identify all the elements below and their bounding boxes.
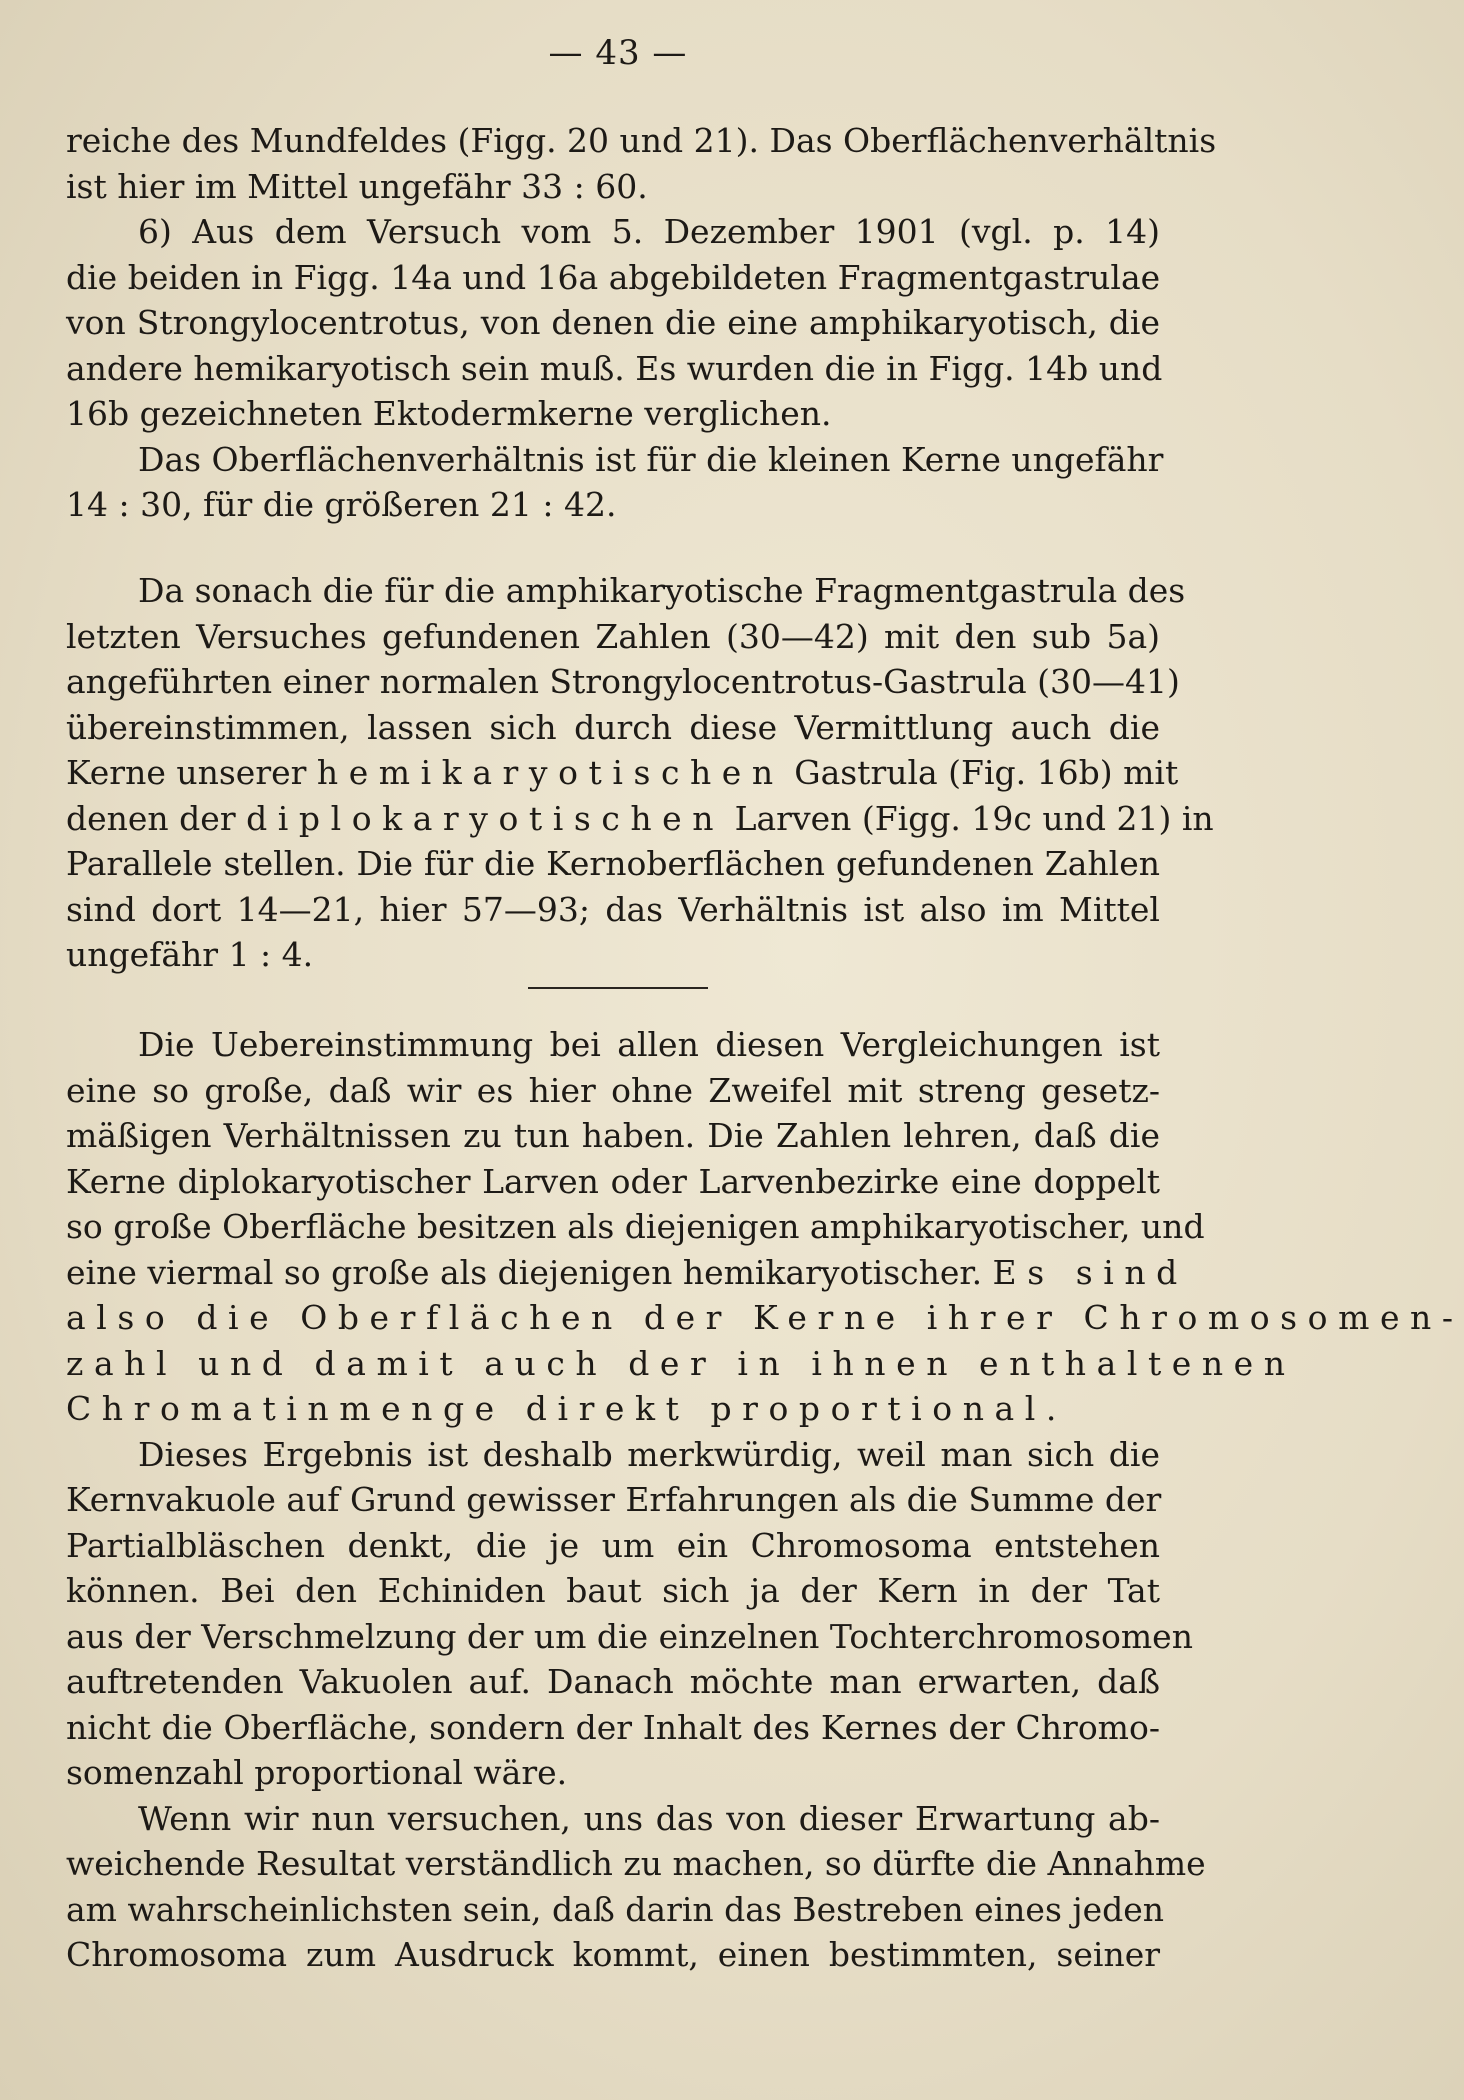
text-line <box>66 1159 1160 1205</box>
text-line <box>66 1523 1160 1569</box>
text-segment: Das Oberflächenverhältnis ist für die kleinen Kerne ungefähr <box>138 439 1164 479</box>
text-line <box>66 1204 1205 1250</box>
text-line <box>66 1432 1160 1478</box>
text-line <box>66 887 1160 933</box>
text-segment: . <box>1045 1389 1057 1428</box>
text-segment: Larven (Figg. 19c und 21) in <box>724 798 1214 838</box>
text-segment: 6) Aus dem Versuch vom 5. Dezember 1901 (vgl. p. 14) <box>138 212 1160 251</box>
text-line <box>66 346 1163 392</box>
text-line <box>66 614 1160 660</box>
text-line <box>66 209 1160 255</box>
text-line <box>66 1796 1160 1842</box>
text-segment: reiche des Mundfeldes (Figg. 20 und 21). Das Oberflächenverhältnis <box>66 121 1217 160</box>
text-line <box>66 1750 1160 1796</box>
text-segment: mäßigen Verhältnissen zu tun haben. Die Zahlen lehren, daß die <box>66 1116 1160 1155</box>
text-line <box>66 1932 1160 1978</box>
text-segment: Chromosoma zum Ausdruck kommt, einen bestimmten, seiner <box>66 1935 1160 1974</box>
text-line <box>66 1614 1193 1660</box>
text-segment: andere hemikaryotisch sein muß. Es wurden die in Figg. 14b und <box>66 348 1163 388</box>
text-block-3 <box>66 1022 1464 1978</box>
text-segment: ungefähr 1 : 4. <box>66 935 314 974</box>
spaced-emphasis-text: Es sind <box>992 1252 1188 1292</box>
text-segment: auftretenden Vakuolen auf. Danach möchte man erwarten, daß <box>66 1662 1160 1701</box>
text-segment: von Strongylocentrotus, von denen die eine amphikaryotisch, die <box>66 303 1160 342</box>
text-segment: eine so große, daß wir es hier ohne Zweifel mit streng gesetz- <box>66 1070 1160 1110</box>
text-segment: nicht die Oberfläche, sondern der Inhalt des Kernes der Chromo- <box>66 1707 1160 1747</box>
text-segment: Parallele stellen. Die für die Kernoberflächen gefundenen Zahlen <box>66 844 1160 883</box>
text-line <box>66 482 1160 528</box>
text-segment: die beiden in Figg. 14a und 16a abgebildeten Fragmentgastrulae <box>66 257 1161 297</box>
text-line <box>66 750 1179 796</box>
text-line <box>66 1341 1296 1387</box>
text-segment: sind dort 14—21, hier 57—93; das Verhältnis ist also im Mittel <box>66 889 1160 929</box>
text-line <box>66 1659 1160 1705</box>
spaced-emphasis-text: diplokaryotischen <box>246 798 725 838</box>
text-segment: Wenn wir nun versuchen, uns das von dieser Erwartung ab- <box>138 1798 1160 1838</box>
page-number: — 43 — <box>548 33 688 73</box>
text-segment: weichende Resultat verständlich zu machen, so dürfte die Annahme <box>66 1844 1206 1883</box>
text-line <box>66 1022 1160 1068</box>
text-segment: 16b gezeichneten Ektodermkerne verglichen. <box>66 394 832 433</box>
text-segment: letzten Versuches gefundenen Zahlen (30—42) mit den sub 5a) <box>66 616 1160 656</box>
text-line <box>66 1841 1206 1887</box>
text-line <box>66 391 1160 437</box>
section-divider <box>528 987 708 989</box>
text-line <box>66 1250 1188 1296</box>
text-line <box>66 1887 1165 1933</box>
text-line <box>66 705 1160 751</box>
text-line <box>66 1386 1160 1432</box>
text-segment: denen der <box>66 798 247 838</box>
text-segment: eine viermal so große als diejenigen hemikaryotischer. <box>66 1252 993 1292</box>
text-line <box>66 1568 1160 1614</box>
text-line <box>66 1068 1160 1114</box>
text-segment: übereinstimmen, lassen sich durch diese Vermittlung auch die <box>66 707 1160 747</box>
text-segment: Partialbläschen denkt, die je um ein Chromosoma entstehen <box>66 1525 1160 1565</box>
text-block-2 <box>66 568 1214 978</box>
text-segment: am wahrscheinlichsten sein, daß darin das Bestreben eines jeden <box>66 1889 1165 1929</box>
text-segment: können. Bei den Echiniden baut sich ja der Kern in der Tat <box>66 1571 1160 1610</box>
spaced-emphasis-text: Chromatinmenge direkt proportional <box>66 1389 1046 1428</box>
text-segment: Gastrula (Fig. 16b) mit <box>783 753 1179 792</box>
spaced-emphasis-text: also die Oberflächen der Kerne ihrer Chromosomen- <box>66 1298 1464 1337</box>
text-segment: Kerne diplokaryotischer Larven oder Larvenbezirke eine doppelt <box>66 1161 1160 1201</box>
spaced-emphasis-text: zahl und damit auch der in ihnen enthaltenen <box>66 1343 1296 1383</box>
text-segment: Kerne unserer <box>66 753 317 792</box>
text-line <box>66 164 1160 210</box>
text-line <box>66 659 1180 705</box>
text-line <box>66 1113 1160 1159</box>
text-line <box>66 118 1217 164</box>
text-line <box>66 568 1186 614</box>
text-line <box>66 255 1160 301</box>
text-line <box>66 1705 1160 1751</box>
text-block-1 <box>66 118 1217 528</box>
text-line <box>66 1295 1464 1341</box>
text-segment: somenzahl proportional wäre. <box>66 1753 568 1792</box>
text-line <box>66 841 1160 887</box>
text-segment: Da sonach die für die amphikaryotische Fragmentgastrula des <box>138 571 1186 610</box>
text-segment: Kernvakuole auf Grund gewisser Erfahrungen als die Summe der <box>66 1480 1162 1519</box>
text-segment: Dieses Ergebnis ist deshalb merkwürdig, weil man sich die <box>138 1434 1160 1474</box>
text-line <box>66 932 1160 978</box>
text-segment: aus der Verschmelzung der um die einzelnen Tochterchromosomen <box>66 1616 1193 1656</box>
text-line <box>66 437 1164 483</box>
text-segment: ist hier im Mittel ungefähr 33 : 60. <box>66 166 648 206</box>
text-segment: 14 : 30, für die größeren 21 : 42. <box>66 485 617 524</box>
text-segment: so große Oberfläche besitzen als diejenigen amphikaryotischer, und <box>66 1207 1205 1246</box>
text-line <box>66 300 1160 346</box>
spaced-emphasis-text: hemikaryotischen <box>316 753 784 792</box>
text-line <box>66 1477 1160 1523</box>
text-line <box>66 796 1214 842</box>
text-segment: Die Uebereinstimmung bei allen diesen Vergleichungen ist <box>138 1025 1160 1064</box>
text-segment: angeführten einer normalen Strongylocentrotus-Gastrula (30—41) <box>66 662 1180 701</box>
